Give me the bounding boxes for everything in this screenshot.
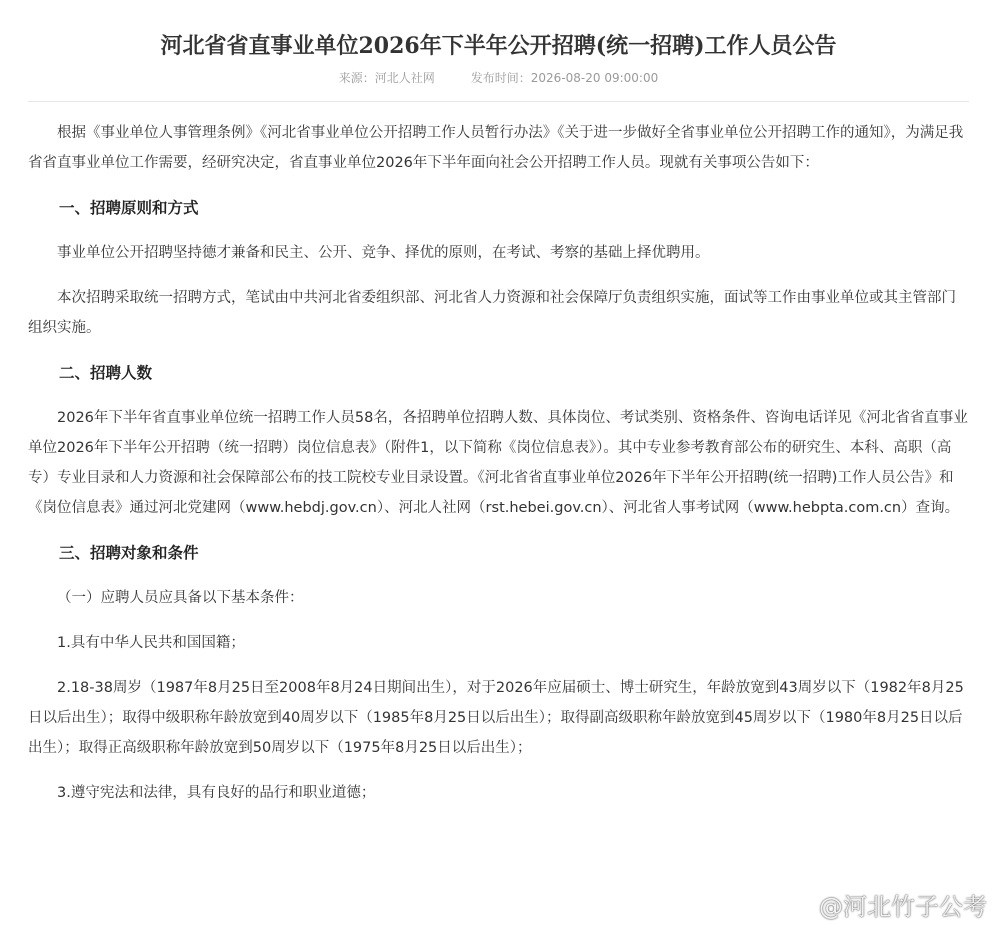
- article-meta: [28, 69, 969, 87]
- section-heading-eligibility: 三、招聘对象和条件: [59, 544, 199, 562]
- paragraph-intro: 根据《事业单位人事管理条例》《河北省事业单位公开招聘工作人员暂行办法》《关于进一步做好全省事业单位公开招聘工作的通知》，为满足我省省直事业单位工作需要，经研究决定，省直事业单位2026年下半年面向社会公开招聘工作人员。现就有关事项公告如下：: [28, 125, 964, 171]
- paragraph-condition-3: 3.遵守宪法和法律，具有良好的品行和职业道德；: [57, 785, 376, 801]
- section-heading-quota: 二、招聘人数: [59, 364, 153, 382]
- article-source: 来源：河北人社网: [338, 71, 435, 85]
- watermark-text: @河北竹子公考: [819, 893, 987, 921]
- weibo-watermark: [779, 887, 987, 922]
- paragraph-condition-2: 2.18-38周岁（1987年8月25日至2008年8月24日期间出生），对于2026年应届硕士、博士研究生，年龄放宽到43周岁以下（1982年8月25日以后出生）；取得中级职称年龄放宽到40周岁以下（1985年8月25日以后出生）；取得副高级职称年龄放宽到45周岁以下（1980年8月25日以后出生）；取得正高级职称年龄放宽到50周岁以下（1975年8月25日以后出生）；: [28, 680, 964, 756]
- title-divider: [28, 101, 969, 102]
- paragraph-basic-conditions: （一）应聘人员应具备以下基本条件：: [57, 590, 304, 606]
- paragraph-method: 本次招聘采取统一招聘方式，笔试由中共河北省委组织部、河北省人力资源和社会保障厅负责组织实施，面试等工作由事业单位或其主管部门组织实施。: [28, 290, 956, 336]
- paragraph-principles: 事业单位公开招聘坚持德才兼备和民主、公开、竞争、择优的原则，在考试、考察的基础上择优聘用。: [57, 245, 710, 261]
- paragraph-condition-1: 1.具有中华人民共和国国籍；: [57, 635, 245, 651]
- article-title: 河北省省直事业单位2026年下半年公开招聘(统一招聘)工作人员公告: [160, 33, 837, 59]
- section-heading-principles: 一、招聘原则和方式: [59, 199, 199, 217]
- article-body: [28, 118, 969, 808]
- article-page: [0, 30, 997, 808]
- weibo-logo-icon: [779, 892, 813, 918]
- article-publish-time: 发布时间：2026-08-20 09:00:00: [470, 71, 659, 85]
- paragraph-quota: 2026年下半年省直事业单位统一招聘工作人员58名，各招聘单位招聘人数、具体岗位、考试类别、资格条件、咨询电话详见《河北省省直事业单位2026年下半年公开招聘（统一招聘）岗位信息表》（附件1，以下简称《岗位信息表》）。其中专业参考教育部公布的研究生、本科、高职（高专）专业目录和人力资源和社会保障部公布的技工院校专业目录设置。《河北省省直事业单位2026年下半年公开招聘(统一招聘)工作人员公告》和《岗位信息表》通过河北党建网（www.hebdj.gov.cn）、河北人社网（rst.hebei.gov.cn）、河北省人事考试网（www.hebpta.com.cn）查询。: [28, 410, 968, 516]
